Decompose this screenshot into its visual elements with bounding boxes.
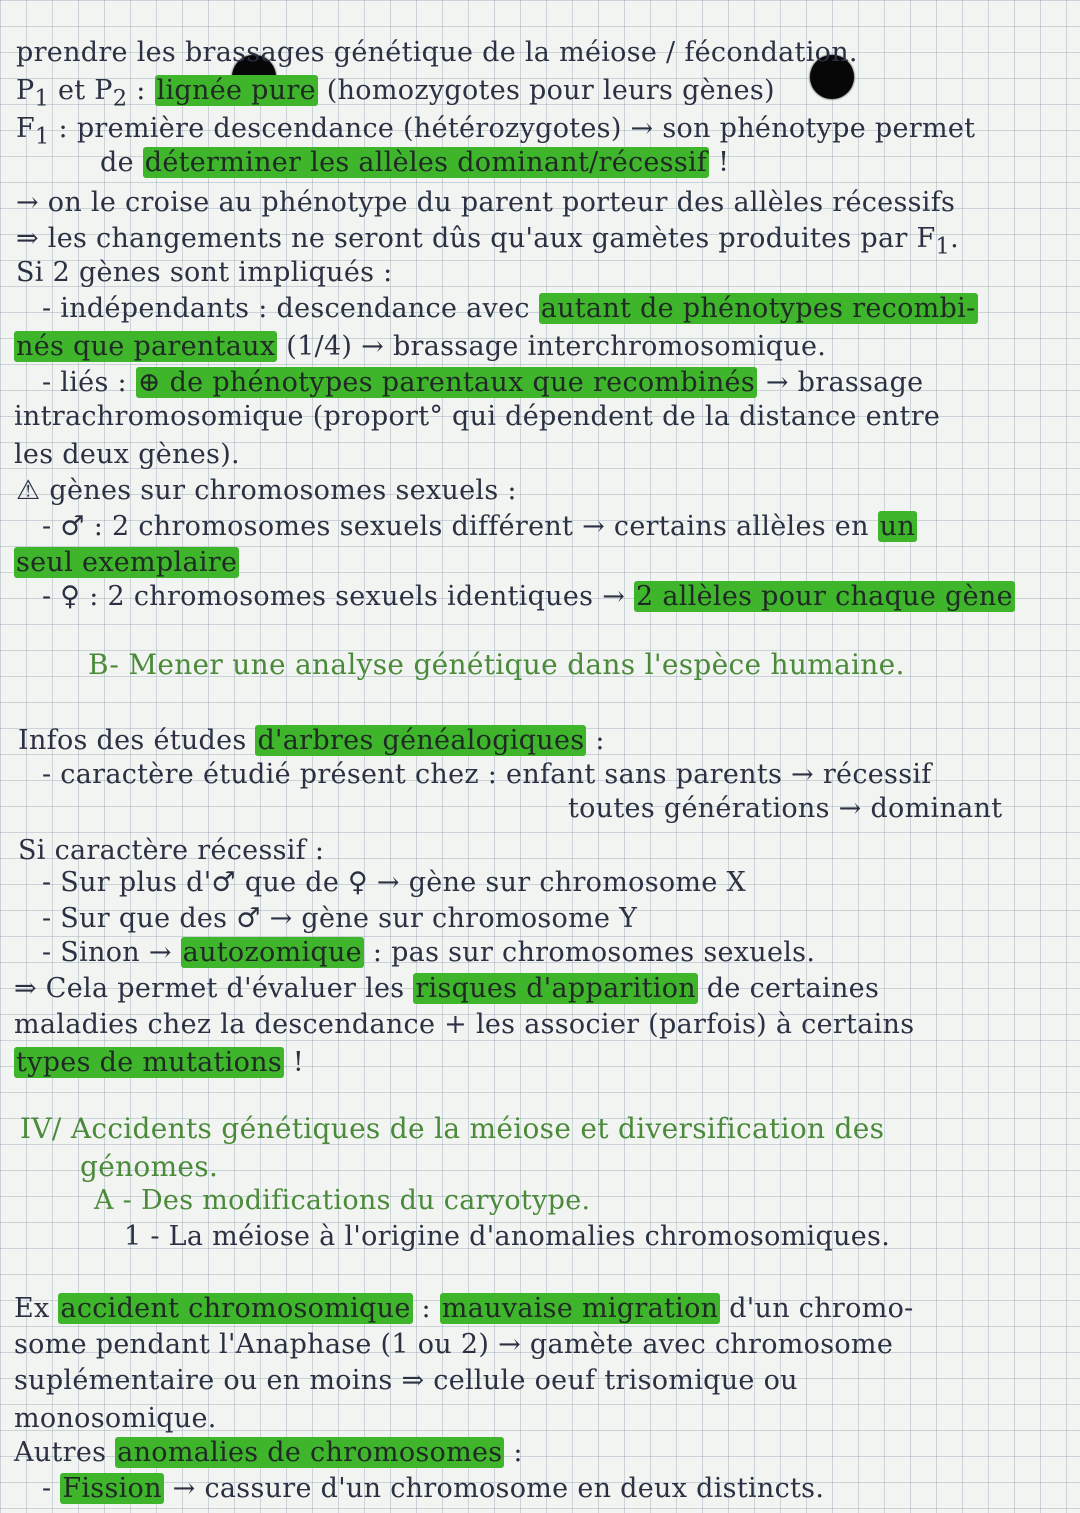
highlight: mauvaise migration: [441, 1293, 719, 1324]
highlight: risques d'apparition: [415, 973, 696, 1004]
text: IV/ Accidents génétiques de la méiose et diversification des: [20, 1112, 885, 1145]
text: !: [709, 147, 730, 178]
note-line: [14, 546, 239, 580]
note-line: [14, 1364, 798, 1398]
text: : première descendance (hétérozygotes) → son phénotype permet: [49, 113, 976, 144]
subscript: 2: [112, 85, 128, 112]
highlight: nés que parentaux: [16, 331, 276, 362]
note-line: [14, 972, 879, 1006]
highlight: d'arbres généalogiques: [257, 725, 585, 756]
text: - caractère étudié présent chez : enfant sans parents → récessif: [42, 759, 932, 790]
text: some pendant l'Anaphase (1 ou 2) → gamète avec chromosome: [14, 1329, 894, 1360]
note-line: [14, 438, 240, 472]
text: les deux gènes).: [14, 439, 240, 470]
text: - liés :: [42, 367, 136, 398]
note-line: [16, 74, 775, 115]
text: A - Des modifications du caryotype.: [94, 1185, 591, 1216]
subscript: 1: [35, 123, 50, 150]
text: ⇒ Cela permet d'évaluer les: [14, 973, 414, 1004]
highlight: ⊕ de phénotypes parentaux que recombinés: [137, 367, 755, 398]
text: :: [504, 1437, 523, 1468]
subscript: 1: [34, 85, 50, 112]
text: 1 - La méiose à l'origine d'anomalies chromosomiques.: [124, 1221, 891, 1252]
section-heading: [20, 1112, 884, 1146]
note-line: [14, 400, 940, 434]
note-line: [14, 1046, 304, 1080]
note-line: [42, 866, 746, 900]
note-line: [18, 724, 605, 758]
text: suplémentaire ou en moins ⇒ cellule oeuf trisomique ou: [14, 1365, 798, 1396]
text: .: [950, 223, 960, 254]
text: Ex: [14, 1293, 59, 1324]
text: maladies chez la descendance + les associer (parfois) à certains: [14, 1009, 915, 1040]
subsection-heading: [94, 1184, 590, 1218]
text: monosomique.: [14, 1403, 217, 1434]
section-heading: [80, 1150, 218, 1184]
text: prendre les brassages génétique de la méiose / fécondation.: [16, 37, 858, 68]
note-line: [42, 510, 917, 544]
text: génomes.: [80, 1150, 219, 1183]
highlight: lignée pure: [156, 75, 316, 106]
text: toutes générations → dominant: [568, 793, 1003, 824]
text: - Sur que des ♂ → gène sur chromosome Y: [42, 903, 638, 934]
text: et P: [49, 75, 113, 106]
text: d'un chromo-: [720, 1293, 914, 1324]
highlight: 2 allèles pour chaque gène: [636, 581, 1013, 612]
note-line: [42, 902, 637, 936]
text: (1/4) → brassage interchromosomique.: [277, 331, 827, 362]
text: - ♀ : 2 chromosomes sexuels identiques →: [42, 581, 634, 612]
text: → brassage: [756, 367, 924, 398]
highlight: accident chromosomique: [60, 1293, 411, 1324]
note-line: [14, 1008, 914, 1042]
text: :: [412, 1293, 440, 1324]
text: : pas sur chromosomes sexuels.: [363, 937, 816, 968]
text: F: [16, 113, 36, 144]
note-line: [14, 330, 826, 364]
subscript: 1: [935, 233, 951, 260]
highlight: déterminer les allèles dominant/récessif: [144, 147, 708, 178]
note-line: [16, 256, 393, 290]
note-line: [18, 834, 324, 868]
note-line: [42, 292, 978, 326]
note-line: [14, 1292, 914, 1326]
text: - Sinon →: [42, 937, 181, 968]
note-line: [42, 1472, 824, 1506]
text: :: [127, 75, 155, 106]
note-line: [100, 146, 729, 180]
note-line: [42, 936, 815, 970]
note-line: [42, 758, 932, 792]
text: de: [100, 147, 143, 178]
note-line: [16, 186, 955, 220]
highlight: Fission: [62, 1473, 162, 1504]
text: intrachromosomique (proport° qui dépendent de la distance entre: [14, 401, 941, 432]
text: - Sur plus d'♂ que de ♀ → gène sur chromosome X: [42, 867, 746, 898]
text: Autres: [14, 1437, 116, 1468]
highlight: types de mutations: [16, 1047, 282, 1078]
note-line: [42, 580, 1015, 614]
text: - ♂ : 2 chromosomes sexuels différent → certains allèles en: [42, 511, 878, 542]
highlight: un: [879, 511, 916, 542]
section-heading: [88, 648, 905, 682]
text: (homozygotes pour leurs gènes): [317, 75, 775, 106]
text: P: [16, 75, 35, 106]
text: B- Mener une analyse génétique dans l'espèce humaine.: [88, 648, 905, 681]
text: :: [586, 725, 605, 756]
highlight: autant de phénotypes recombi-: [540, 293, 976, 324]
highlight: autozomique: [182, 937, 362, 968]
text: Si 2 gènes sont impliqués :: [16, 257, 393, 288]
note-line: [14, 1402, 217, 1436]
text: ⚠ gènes sur chromosomes sexuels :: [16, 475, 517, 506]
text: → on le croise au phénotype du parent porteur des allèles récessifs: [16, 187, 956, 218]
note-line: [42, 366, 923, 400]
highlight: seul exemplaire: [16, 547, 238, 578]
text: -: [42, 1473, 61, 1504]
note-line: [568, 792, 1002, 826]
text: !: [283, 1047, 305, 1078]
text: Si caractère récessif :: [18, 835, 325, 866]
text: → cassure d'un chromosome en deux distincts.: [163, 1473, 825, 1504]
note-line: [16, 474, 517, 508]
text: - indépendants : descendance avec: [42, 293, 539, 324]
subsection-heading: [124, 1220, 890, 1254]
highlight: anomalies de chromosomes: [117, 1437, 503, 1468]
text: Infos des études: [18, 725, 256, 756]
text: de certaines: [697, 973, 880, 1004]
text: ⇒ les changements ne seront dûs qu'aux gamètes produites par F: [16, 223, 936, 254]
note-line: [14, 1328, 893, 1362]
note-line: [14, 1436, 523, 1470]
note-line: [16, 36, 858, 70]
